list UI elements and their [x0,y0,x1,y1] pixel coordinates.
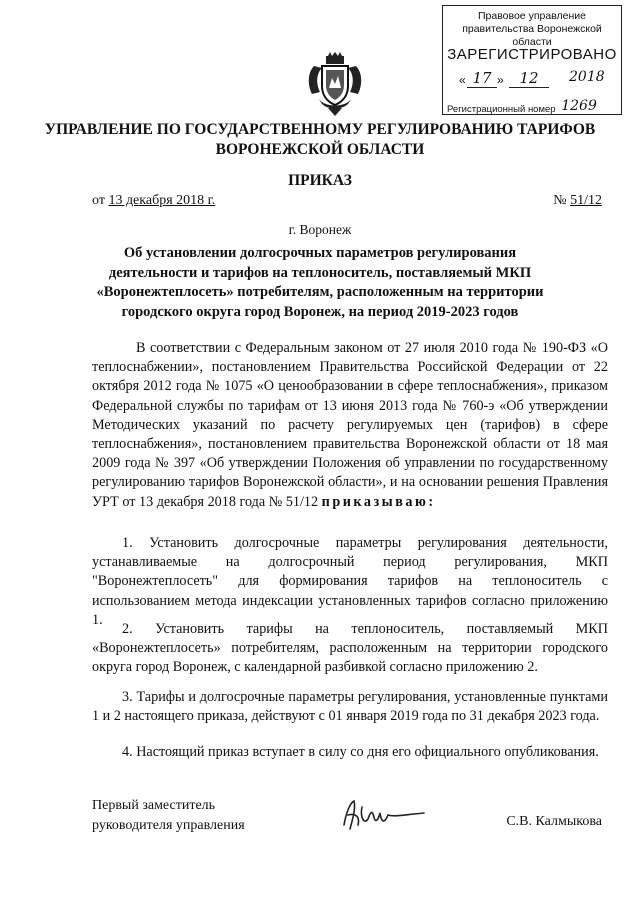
document-date [92,193,215,209]
document-type: ПРИКАЗ [288,172,352,189]
document-number [553,193,602,209]
stamp-month: 12 [509,69,549,88]
list-item: 1. Установить долгосрочные параметры регулирования деятельности, устанавливаемые на долгосрочный период регулирования, МКП "Воронежтеплосеть" для формирования тарифов на теплоноситель с использованием метода индексации установленных тарифов согласно приложению 1. [92,535,608,628]
document-title: Об установлении долгосрочных параметров регулирования деятельности и тарифов на теплоноситель, поставляемый МКП «Воронежтеплосеть» потребителям, расположенным на территории городского округа город Воронеж, на период 2019-2023 годов [96,245,544,320]
registration-stamp [442,5,622,115]
stamp-registration [447,100,617,116]
signer-name: С.В. Калмыкова [506,814,602,829]
number-value: 51/12 [570,193,602,208]
stamp-reg-label: Регистрационный номер [447,104,556,115]
intro-paragraph [92,339,608,512]
signature-icon [338,795,428,835]
number-prefix: № [553,193,567,208]
stamp-org: Правовое управление правительства Воронежской области [462,10,602,48]
city: г. Воронеж [288,222,352,237]
stamp-status: ЗАРЕГИСТРИРОВАНО [447,46,617,63]
organization-name: УПРАВЛЕНИЕ ПО ГОСУДАРСТВЕННОМУ РЕГУЛИРОВАНИЮ ТАРИФОВ ВОРОНЕЖСКОЙ ОБЛАСТИ [44,121,596,158]
stamp-year: 2018 [569,69,605,85]
list-item: 4. Настоящий приказ вступает в силу со дня его официального опубликования. [122,744,599,760]
signer-position: Первый заместитель руководителя управления [92,798,245,833]
date-prefix: от [92,193,105,208]
stamp-day: 17 [467,69,497,88]
list-item: 2. Установить тарифы на теплоноситель, поставляемый МКП «Воронежтеплосеть» потребителям, расположенным на территории городского округа город Воронеж, с календарной разбивкой согласно приложению 2. [92,621,608,676]
orders-word: приказываю: [321,493,436,510]
coat-of-arms-icon [302,52,368,118]
stamp-reg-number: 1269 [561,98,597,114]
intro-text: В соответствии с Федеральным законом от 27 июля 2010 года № 190-ФЗ «О теплоснабжении», постановлением Правительства Российской Федерации от 22 октября 2012 года № 1075 «О ценообразовании в сфере теплоснабжения», приказом Федеральной службы по тарифам от 13 июня 2013 года № 760-э «Об утверждении Методических указаний по расчету регулируемых цен (тарифов) в сфере теплоснабжения», постановлением правительства Воронежской области от 18 мая 2009 года № 397 «Об утверждении Положения об управлении по государственному регулированию тарифов Воронежской области», и на основании решения Правления УРТ от 13 декабря 2018 года № 51/12 [92,340,608,510]
list-item: 3. Тарифы и долгосрочные параметры регулирования, установленные пунктами 1 и 2 настоящего приказа, действуют с 01 января 2019 года по 31 декабря 2023 года. [92,689,608,725]
date-value: 13 декабря 2018 г. [108,193,216,208]
stamp-date: « 17 » 12 2018 [459,69,605,87]
